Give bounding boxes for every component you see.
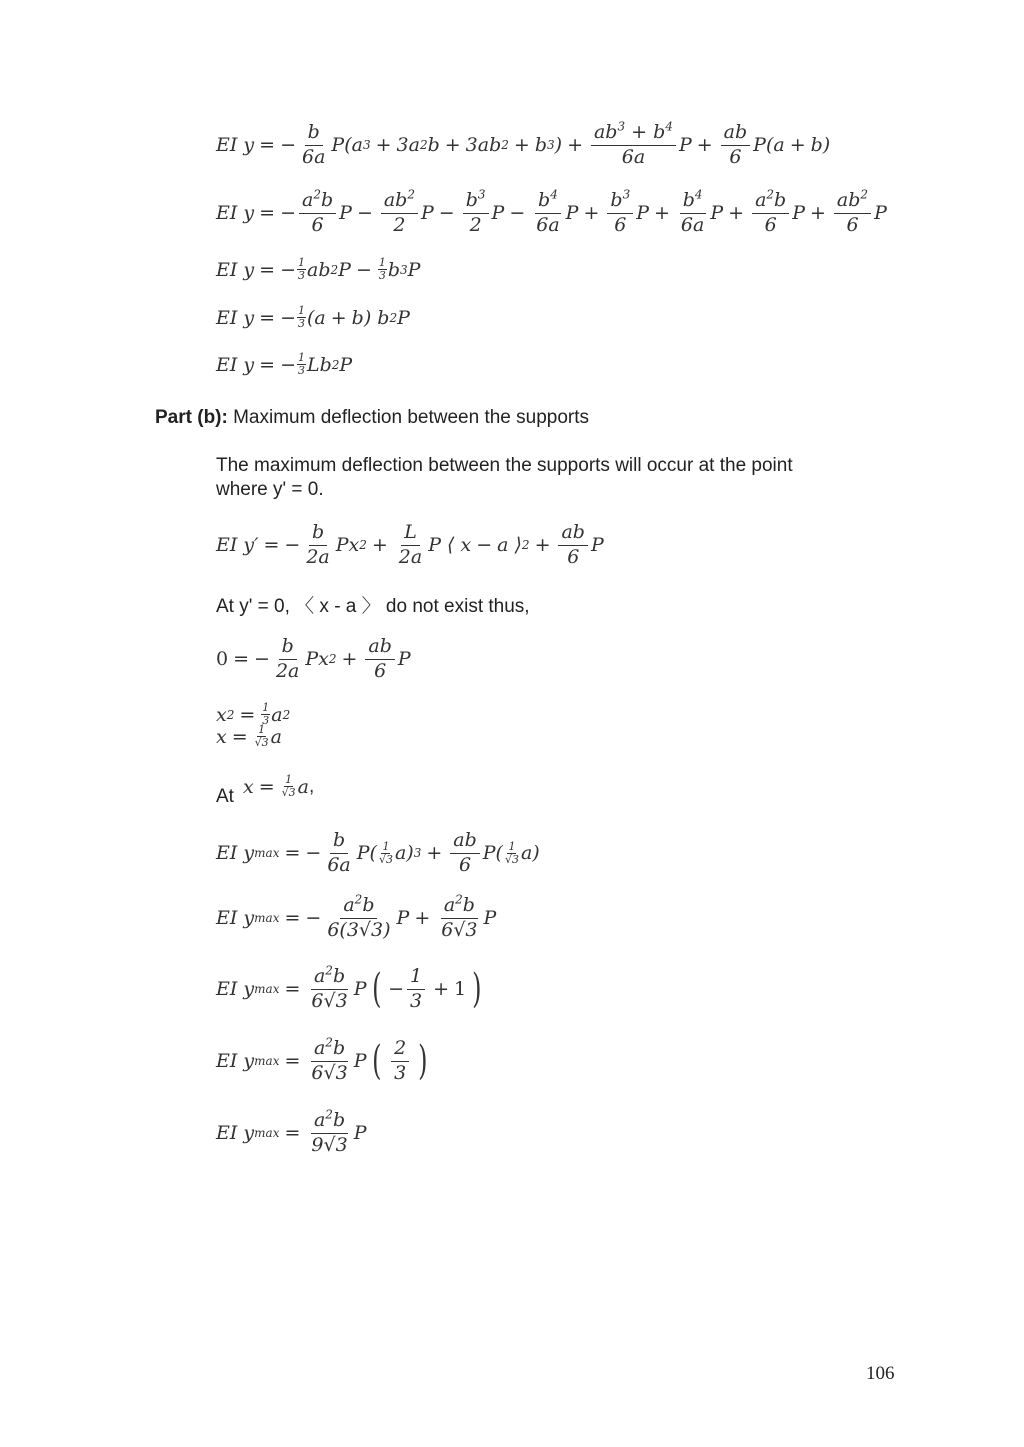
equation-ymax-final: EI y max = $\frac{a^2b}{9√3}$ P (216, 1107, 367, 1156)
equation-ymax-3: EI y max = $\frac{a^2b}{6√3}$ P ( − $\frac{1}{3}$ + 1 ) (216, 963, 482, 1013)
equation-x: x = $\frac{1}{√3}$ a (216, 723, 282, 750)
equation-1: EI y = − $\frac{b}{6a}$ P(a 3 + 3a 2 b + 3ab 2 + b 3 ) + $\frac{ab^3 + b^4}{6a}$ P + $\frac{ab}{6}$ P(a + b) (216, 119, 831, 168)
equation-5: EI y = − $\frac{1}{3}$ Lb 2 P (216, 351, 353, 378)
bracket-note (216, 591, 530, 618)
intro-line-2: where y' = 0. (216, 479, 324, 500)
equation-slope: EI y′ = − $\frac{b}{2a}$ Px 2 + $\frac{L}{2a}$ P ⟨ x − a ⟩ 2 + $\frac{ab}{6}$ P (216, 521, 604, 568)
equation-ymax-2: EI y max = − $\frac{a^2b}{6(3√3)}$ P + $\frac{a^2b}{6√3}$ P (216, 892, 497, 941)
intro-line-1: The maximum deflection between the supports will occur at the point (216, 455, 793, 476)
part-b-heading (155, 407, 589, 429)
equation-2: EI y = − $\frac{a^2b}{6}$ P − $\frac{ab^2}{2}$ P − $\frac{b^3}{2}$ P − $\frac{b^4}{6a}$ P + $\frac{b^3}{6}$ P + $\frac{b^4}{6a}$ P + $\frac{a^2b}{6}$ P + $\frac{ab^2}{6}$ P (216, 187, 887, 236)
note-bracket: 〈 x - a 〉 (295, 596, 381, 617)
equation-4: EI y = − $\frac{1}{3}$ (a + b) b 2 P (216, 304, 410, 331)
part-b-title: Maximum deflection between the supports (227, 407, 590, 428)
page-number: 106 (866, 1363, 895, 1384)
equation-ymax-4: EI y max = $\frac{a^2b}{6√3}$ P ( $\frac{2}{3}$ ) (216, 1035, 428, 1085)
note-suffix: do not exist thus, (380, 596, 530, 617)
note-prefix: At y' = 0, (216, 596, 296, 617)
at-suffix: , (308, 775, 315, 797)
at-x-line (216, 786, 234, 808)
equation-x-squared: x 2 = $\frac{1}{3}$ a 2 (216, 701, 291, 728)
at-prefix: At (216, 786, 234, 807)
equation-3: EI y = − $\frac{1}{3}$ ab 2 P − $\frac{1}{3}$ b 3 P (216, 256, 421, 283)
equation-zero-slope: 0 = − $\frac{b}{2a}$ Px 2 + $\frac{ab}{6}$ P (216, 635, 411, 682)
equation-ymax-1: EI y max = − $\frac{b}{6a}$ P( $\frac{1}{√3}$ a) 3 + $\frac{ab}{6}$ P( $\frac{1}{√3}$ a) (216, 829, 540, 876)
at-x-equation: x = $\frac{1}{√3}$ a , (243, 773, 315, 800)
part-b-label: Part (b): (155, 407, 228, 428)
